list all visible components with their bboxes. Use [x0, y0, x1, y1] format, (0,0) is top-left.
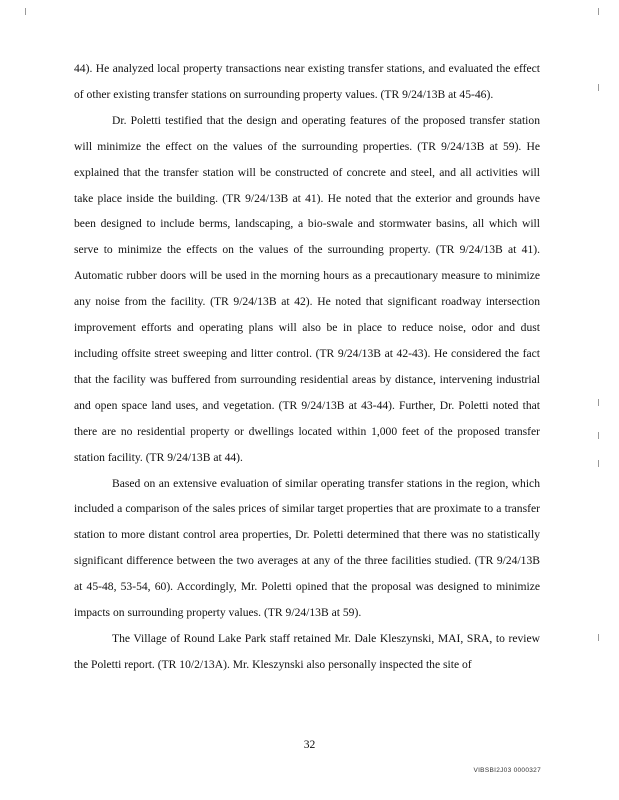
body-text — [74, 56, 540, 678]
paragraph-kleszynski: The Village of Round Lake Park staff retained Mr. Dale Kleszynski, MAI, SRA, to review the Poletti report. (TR 10/2/13A). Mr. Kleszynski also personally inspected the site of — [74, 631, 540, 671]
scan-mark — [598, 399, 599, 406]
scan-mark — [598, 8, 599, 15]
paragraph-continuation: 44). He analyzed local property transactions near existing transfer stations, and evaluated the effect of other existing transfer stations on surrounding property values. (TR 9/24/13B at 45-46). — [74, 62, 540, 101]
paragraph-evaluation: Based on an extensive evaluation of similar operating transfer stations in the region, which included a comparison of the sales prices of similar target properties that are proximate to a transfer station to more distant control area properties, Dr. Poletti determined that there was no statistically significant difference between the two averages at any of the three facilities studied. (TR 9/24/13B at 45-48, 53-54, 60). Accordingly, Mr. Poletti opined that the proposal was designed to minimize impacts on surrounding property values. (TR 9/24/13B at 59). — [74, 476, 540, 620]
paragraph-poletti-testimony: Dr. Poletti testified that the design and operating features of the proposed transfer station will minimize the effect on the values of the surrounding properties. (TR 9/24/13B at 59). He explained that the transfer station will be constructed of concrete and steel, and all activities will take place inside the building. (TR 9/24/13B at 41). He noted that the exterior and grounds have been designed to include berms, landscaping, a bio-swale and stormwater basins, all which will serve to minimize the effects on the values of the surrounding property. (TR 9/24/13B at 41). Automatic rubber doors will be used in the morning hours as a precautionary measure to minimize any noise from the facility. (TR 9/24/13B at 42). He noted that significant roadway intersection improvement efforts and operating plans will also be in place to reduce noise, odor and dust including offsite street sweeping and litter control. (TR 9/24/13B at 42-43). He considered the fact that the facility was buffered from surrounding residential areas by distance, intervening industrial and open space land uses, and vegetation. (TR 9/24/13B at 43-44). Further, Dr. Poletti noted that there are no residential property or dwellings located within 1,000 feet of the proposed transfer station facility. (TR 9/24/13B at 44). — [74, 113, 540, 464]
page-number: 32 — [303, 738, 316, 751]
scan-mark — [598, 634, 599, 641]
scan-mark — [598, 84, 599, 91]
scan-mark — [25, 8, 26, 15]
scan-mark — [598, 460, 599, 467]
bates-number: VIBSBI2J03 0000327 — [473, 767, 541, 774]
scan-mark — [598, 432, 599, 439]
